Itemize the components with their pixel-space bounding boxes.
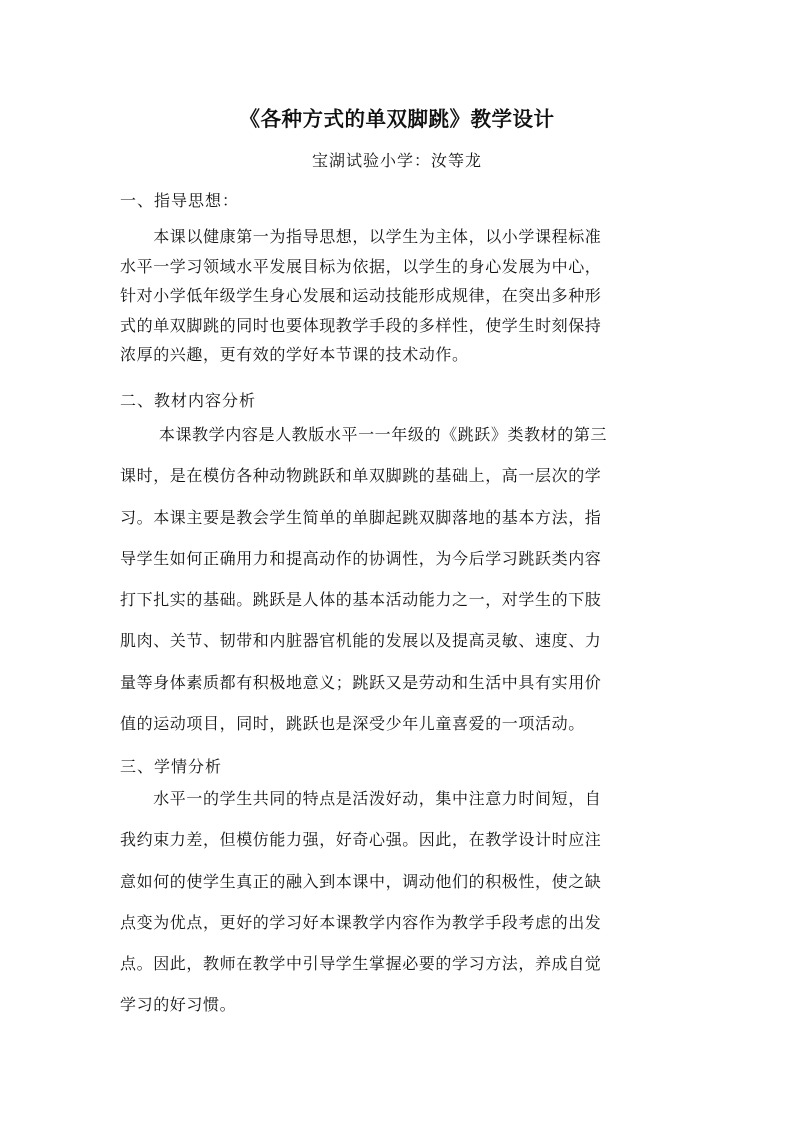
document-author: 宝湖试验小学：汝等龙 xyxy=(311,151,482,170)
section-body-guiding-thought xyxy=(120,222,676,370)
text-line: 课时，是在模仿各种动物跳跃和单双脚跳的基础上，高一层次的学 xyxy=(120,466,602,486)
text-line: 水平一学习领域水平发展目标为依据，以学生的身心发展为中心， xyxy=(120,256,602,276)
text-line: 浓厚的兴趣，更有效的学好本节课的技术动作。 xyxy=(120,345,469,365)
section-heading-learner-analysis: 三、学情分析 xyxy=(120,757,223,776)
section-body-material-analysis xyxy=(120,414,676,744)
text-line: 打下扎实的基础。跳跃是人体的基本活动能力之一，对学生的下肢 xyxy=(120,590,602,610)
section-body-learner-analysis xyxy=(120,778,676,1026)
text-line: 学习的好习惯。 xyxy=(120,995,237,1015)
text-line: 意如何的使学生真正的融入到本课中，调动他们的积极性，使之缺 xyxy=(120,871,602,891)
section-heading-guiding-thought: 一、指导思想： xyxy=(120,191,240,210)
text-line: 点变为优点，更好的学习好本课教学内容作为教学手段考虑的出发 xyxy=(120,912,602,932)
text-line: 点。因此，教师在教学中引导学生掌握必要的学习方法，养成自觉 xyxy=(120,954,602,974)
text-line: 水平一的学生共同的特点是活泼好动，集中注意力时间短，自 xyxy=(120,789,602,808)
text-line: 本课以健康第一为指导思想，以学生为主体，以小学课程标准 xyxy=(120,227,602,246)
section-heading-material-analysis: 二、教材内容分析 xyxy=(120,391,257,410)
text-line: 习。本课主要是教会学生简单的单脚起跳双脚落地的基本方法，指 xyxy=(120,507,602,527)
text-line: 我约束力差，但模仿能力强，好奇心强。因此，在教学设计时应注 xyxy=(120,830,602,850)
text-line: 导学生如何正确用力和提高动作的协调性，为今后学习跳跃类内容 xyxy=(120,548,602,568)
text-line: 针对小学低年级学生身心发展和运动技能形成规律，在突出多种形 xyxy=(120,286,602,306)
text-line: 肌肉、关节、韧带和内脏器官机能的发展以及提高灵敏、速度、力 xyxy=(120,631,602,651)
document-title: 《各种方式的单双脚跳》教学设计 xyxy=(239,107,555,131)
text-line: 本课教学内容是人教版水平一一年级的《跳跃》类教材的第三 xyxy=(120,425,608,444)
text-line: 式的单双脚跳的同时也要体现教学手段的多样性，使学生时刻保持 xyxy=(120,315,602,335)
text-line: 量等身体素质都有积极地意义；跳跃又是劳动和生活中具有实用价 xyxy=(120,672,602,692)
text-line: 值的运动项目，同时，跳跃也是深受少年儿童喜爱的一项活动。 xyxy=(120,714,585,734)
